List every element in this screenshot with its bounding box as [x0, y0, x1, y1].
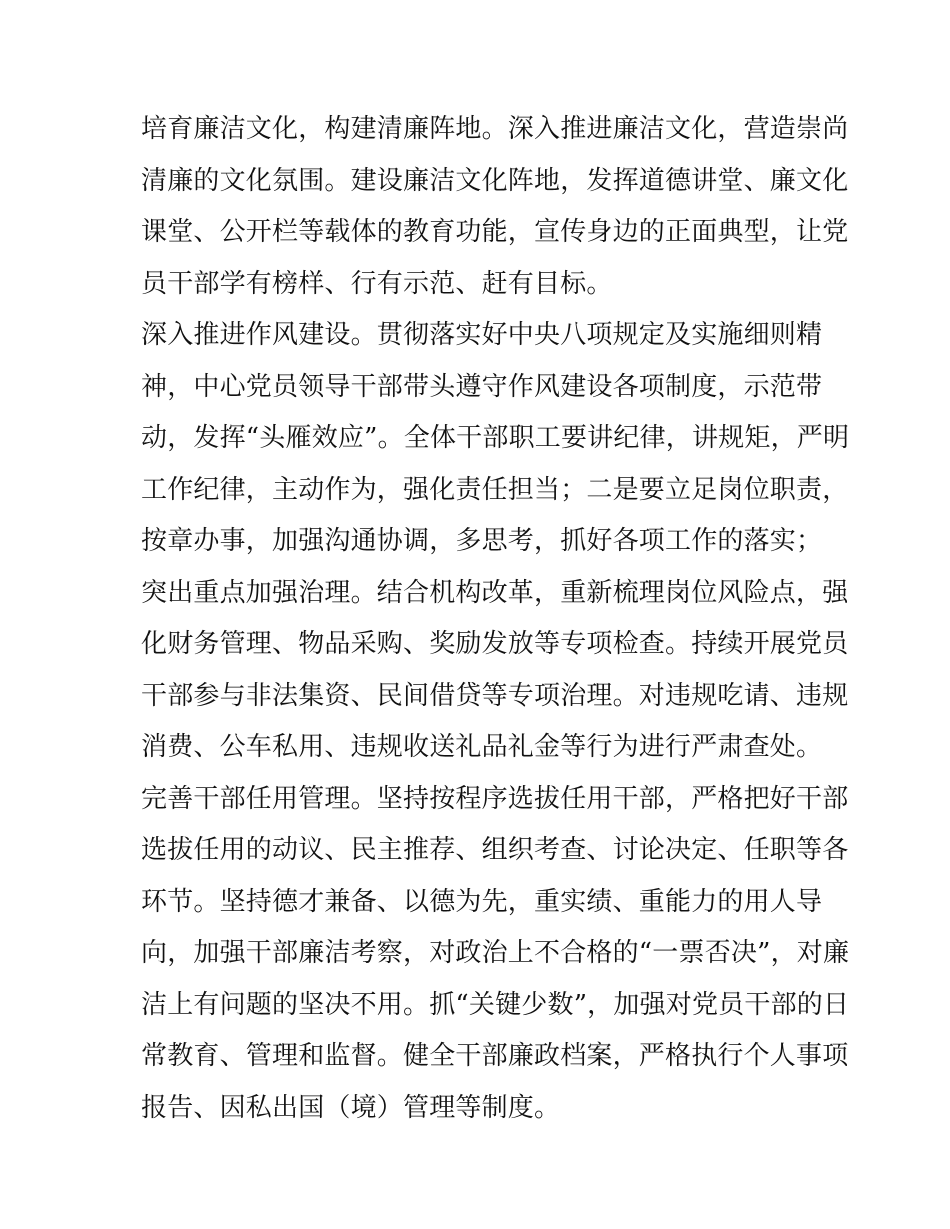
paragraph-2-line-3: 动，发挥“头雁效应”。全体干部职工要讲纪律，讲规矩，严明 [141, 423, 850, 453]
paragraph-4-line-1: 完善干部任用管理。坚持按程序选拔任用干部，严格把好干部 [141, 783, 849, 814]
paragraph-1-line-2: 清廉的文化氛围。建设廉洁文化阵地，发挥道德讲堂、廉文化 [141, 165, 849, 196]
paragraph-4-line-4: 向，加强干部廉洁考察，对政治上不合格的“一票否决”，对廉 [141, 938, 850, 968]
paragraph-1-line-1: 培育廉洁文化，构建清廉阵地。深入推进廉洁文化，营造崇尚 [141, 114, 849, 144]
paragraph-1-line-3: 课堂、公开栏等载体的教育功能，宣传身边的正面典型，让党 [141, 217, 849, 247]
document-body [141, 104, 850, 1134]
paragraph-4-line-3: 环节。坚持德才兼备、以德为先，重实绩、重能力的用人导 [141, 886, 823, 917]
paragraph-4-line-6: 常教育、管理和监督。健全干部廉政档案，严格执行个人事项 [141, 1041, 849, 1071]
paragraph-4-line-5: 洁上有问题的坚决不用。抓“关键少数”，加强对党员干部的日 [141, 989, 850, 1020]
paragraph-3-line-2: 化财务管理、物品采购、奖励发放等专项检查。持续开展党员 [141, 629, 849, 659]
paragraph-3-line-3: 干部参与非法集资、民间借贷等专项治理。对违规吃请、违规 [141, 680, 849, 711]
paragraph-2-line-5: 按章办事，加强沟通协调，多思考，抓好各项工作的落实； [141, 526, 823, 556]
paragraph-3-line-1: 突出重点加强治理。结合机构改革，重新梳理岗位风险点，强 [141, 577, 849, 608]
paragraph-4-line-7: 报告、因私出国（境）管理等制度。 [141, 1092, 561, 1123]
paragraph-2-line-2: 神，中心党员领导干部带头遵守作风建设各项制度，示范带 [141, 371, 823, 402]
paragraph-2-line-1: 深入推进作风建设。贯彻落实好中央八项规定及实施细则精 [141, 320, 823, 350]
paragraph-2-line-4: 工作纪律，主动作为，强化责任担当；二是要立足岗位职责， [141, 474, 849, 505]
paragraph-1-line-4: 员干部学有榜样、行有示范、赶有目标。 [141, 268, 613, 299]
paragraph-3-line-4: 消费、公车私用、违规收送礼品礼金等行为进行严肃查处。 [141, 732, 823, 762]
paragraph-4-line-2: 选拔任用的动议、民主推荐、组织考查、讨论决定、任职等各 [141, 835, 849, 865]
